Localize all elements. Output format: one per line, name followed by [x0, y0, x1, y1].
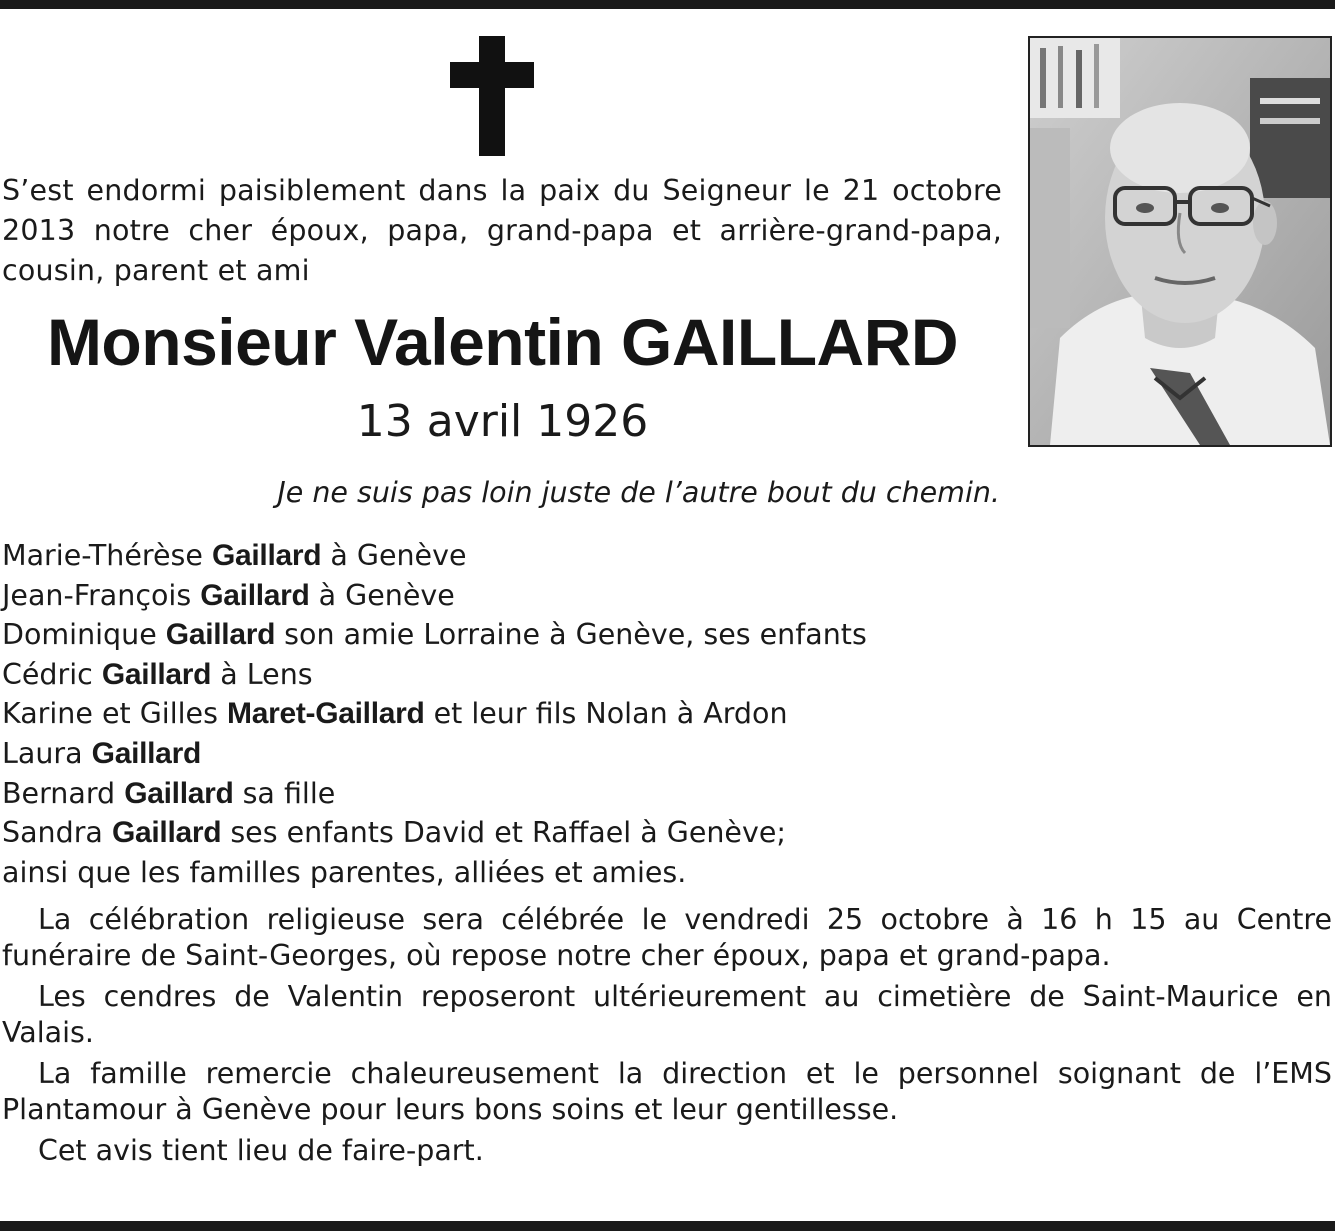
family-surname: Gaillard: [200, 578, 310, 612]
family-given-names: Dominique: [2, 618, 166, 652]
top-rule: [0, 0, 1335, 9]
family-detail: son amie Lorraine à Genève, ses enfants: [275, 618, 867, 652]
family-given-names: Jean-François: [2, 578, 201, 612]
paragraph: Les cendres de Valentin reposeront ultérieurement au cimetière de Saint-Maurice en Valais.: [2, 980, 1332, 1049]
deceased-name: Monsieur Valentin GAILLARD: [46, 305, 959, 379]
family-given-names: Bernard: [2, 776, 125, 810]
quote: Je ne suis pas loin juste de l’autre bout du chemin.: [277, 476, 1000, 509]
family-detail: sa fille: [233, 776, 336, 810]
birth-date: 13 avril 1926: [356, 396, 649, 447]
family-surname: Maret-Gaillard: [227, 697, 425, 731]
family-line: [2, 813, 1332, 853]
family-given-names: Cédric: [2, 657, 102, 691]
intro-text: S’est endormi paisiblement dans la paix du Seigneur le 21 octobre 2013 notre cher époux, papa, grand-papa et arrière-grand-papa, cousin, parent et ami: [2, 174, 1002, 287]
paragraph: La célébration religieuse sera célébrée le vendredi 25 octobre à 16 h 15 au Centre funéraire de Saint-Georges, où repose notre cher époux, papa et grand-papa.: [2, 903, 1332, 972]
family-given-names: ainsi que les familles parentes, alliées et amies.: [2, 855, 687, 889]
family-line: [2, 774, 1332, 814]
family-list: [2, 536, 1332, 892]
family-detail: à Genève: [321, 539, 467, 572]
family-line: [2, 655, 1332, 695]
family-line: [2, 734, 1332, 774]
family-detail: et leur fils Nolan à Ardon: [424, 697, 788, 731]
family-surname: Gaillard: [111, 816, 222, 850]
family-line: [2, 536, 1332, 576]
family-given-names: Karine et Gilles: [2, 697, 227, 731]
family-surname: Gaillard: [211, 539, 322, 572]
family-detail: à Genève: [309, 578, 455, 612]
bottom-rule: [0, 1221, 1335, 1231]
paragraph: La famille remercie chaleureusement la direction et le personnel soignant de l’EMS Plantamour à Genève pour leurs bons soins et leur gentillesse.: [2, 1057, 1332, 1126]
family-line: [2, 853, 1332, 893]
family-line: [2, 615, 1332, 655]
family-surname: Gaillard: [91, 736, 201, 770]
portrait-photo: [1028, 36, 1332, 447]
family-detail: ses enfants David et Raffael à Genève;: [221, 816, 786, 850]
paragraph: Cet avis tient lieu de faire-part.: [38, 1134, 484, 1167]
family-given-names: Marie-Thérèse: [2, 539, 212, 572]
cross-icon: [450, 36, 534, 156]
family-line: [2, 576, 1332, 616]
family-given-names: Sandra: [2, 816, 112, 850]
family-given-names: Laura: [2, 736, 92, 770]
family-surname: Gaillard: [101, 657, 212, 691]
family-detail: à Lens: [211, 657, 313, 691]
announcement-paragraphs: [2, 902, 1332, 1174]
family-surname: Gaillard: [165, 618, 276, 652]
family-surname: Gaillard: [124, 776, 234, 810]
family-line: [2, 694, 1332, 734]
